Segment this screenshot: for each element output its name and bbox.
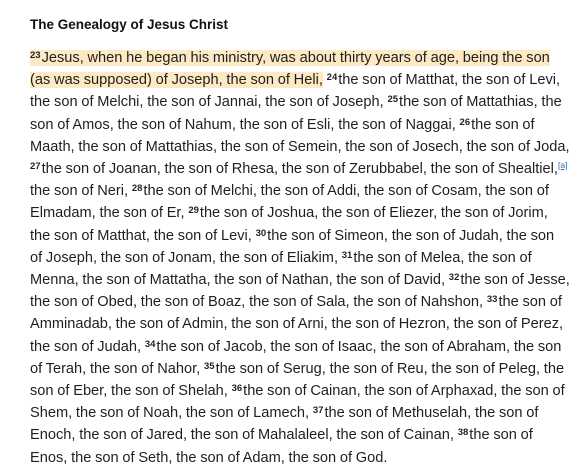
- verse-text: the son of Maath, the son of Mattathias, the son of Semein, the son of Josech, the son of Joda,: [30, 116, 570, 155]
- verse-text: the son of Melea, the son of Menna, the son of Mattatha, the son of Nathan, the son of David,: [30, 249, 532, 289]
- verse-number: 31: [341, 249, 353, 261]
- verse-text: the son of Joanan, the son of Rhesa, the son of Zerubbabel, the son of Shealtiel,: [41, 161, 558, 178]
- verse-number: 30: [255, 227, 267, 239]
- section-heading: The Genealogy of Jesus Christ: [30, 17, 229, 32]
- verse-number: 34: [144, 338, 156, 350]
- verse-number: 32: [448, 272, 460, 284]
- verse-text: the son of Neri,: [30, 183, 129, 200]
- scripture-page: [30, 16, 570, 469]
- verse-text: the son of Amminadab, the son of Admin, the son of Arni, the son of Hezron, the son of Perez, the son of Judah,: [30, 294, 564, 355]
- verse-number: 35: [204, 360, 215, 372]
- verse-text: the son of Serug, the son of Reu, the son of Peleg, the son of Eber, the son of Shelah,: [30, 360, 565, 400]
- verse-number: 23: [30, 50, 41, 61]
- verse-number: 37: [312, 405, 324, 417]
- verse-text: the son of Methuselah, the son of Enoch, the son of Jared, the son of Mahalaleel, the son of Cainan,: [30, 405, 539, 444]
- verse-text: the son of Jacob, the son of Isaac, the son of Abraham, the son of Terah, the son of Nahor,: [30, 338, 562, 377]
- verse-text: the son of Melchi, the son of Addi, the son of Cosam, the son of Elmadam, the son of Er,: [30, 183, 549, 222]
- verse-text: Jesus, when he began his ministry, was about thirty years of age, being the son (as was supposed) of Joseph, the son of Heli,: [30, 50, 550, 89]
- verse-text: the son of Mattathias, the son of Amos, the son of Nahum, the son of Esli, the son of Naggai,: [30, 94, 562, 133]
- footnote-link[interactable]: [a]: [557, 160, 568, 171]
- verse-number: 25: [387, 94, 399, 106]
- verse-number: 28: [131, 183, 143, 195]
- verse-text: the son of Cainan, the son of Arphaxad, the son of Shem, the son of Noah, the son of Lamech,: [30, 383, 565, 422]
- verse-number: 24: [326, 72, 338, 84]
- verse-text: the son of Jesse, the son of Obed, the son of Boaz, the son of Sala, the son of Nahshon,: [30, 272, 570, 311]
- verse-text: the son of Enos, the son of Seth, the son of Adam, the son of God.: [30, 427, 533, 466]
- verse-number: 36: [231, 383, 243, 395]
- passage-text: [30, 47, 570, 469]
- verse-number: 38: [457, 427, 469, 439]
- verse-text: the son of Joshua, the son of Eliezer, the son of Jorim, the son of Matthat, the son of Levi,: [30, 205, 548, 244]
- verse-number: 26: [459, 116, 471, 128]
- verse-number: 27: [30, 161, 41, 173]
- verse-number: 33: [486, 294, 498, 306]
- verse-text: the son of Simeon, the son of Judah, the son of Joseph, the son of Jonam, the son of Eliakim,: [30, 227, 555, 266]
- verse-text: the son of Matthat, the son of Levi, the son of Melchi, the son of Jannai, the son of Joseph,: [30, 72, 561, 111]
- verse-number: 29: [188, 205, 199, 217]
